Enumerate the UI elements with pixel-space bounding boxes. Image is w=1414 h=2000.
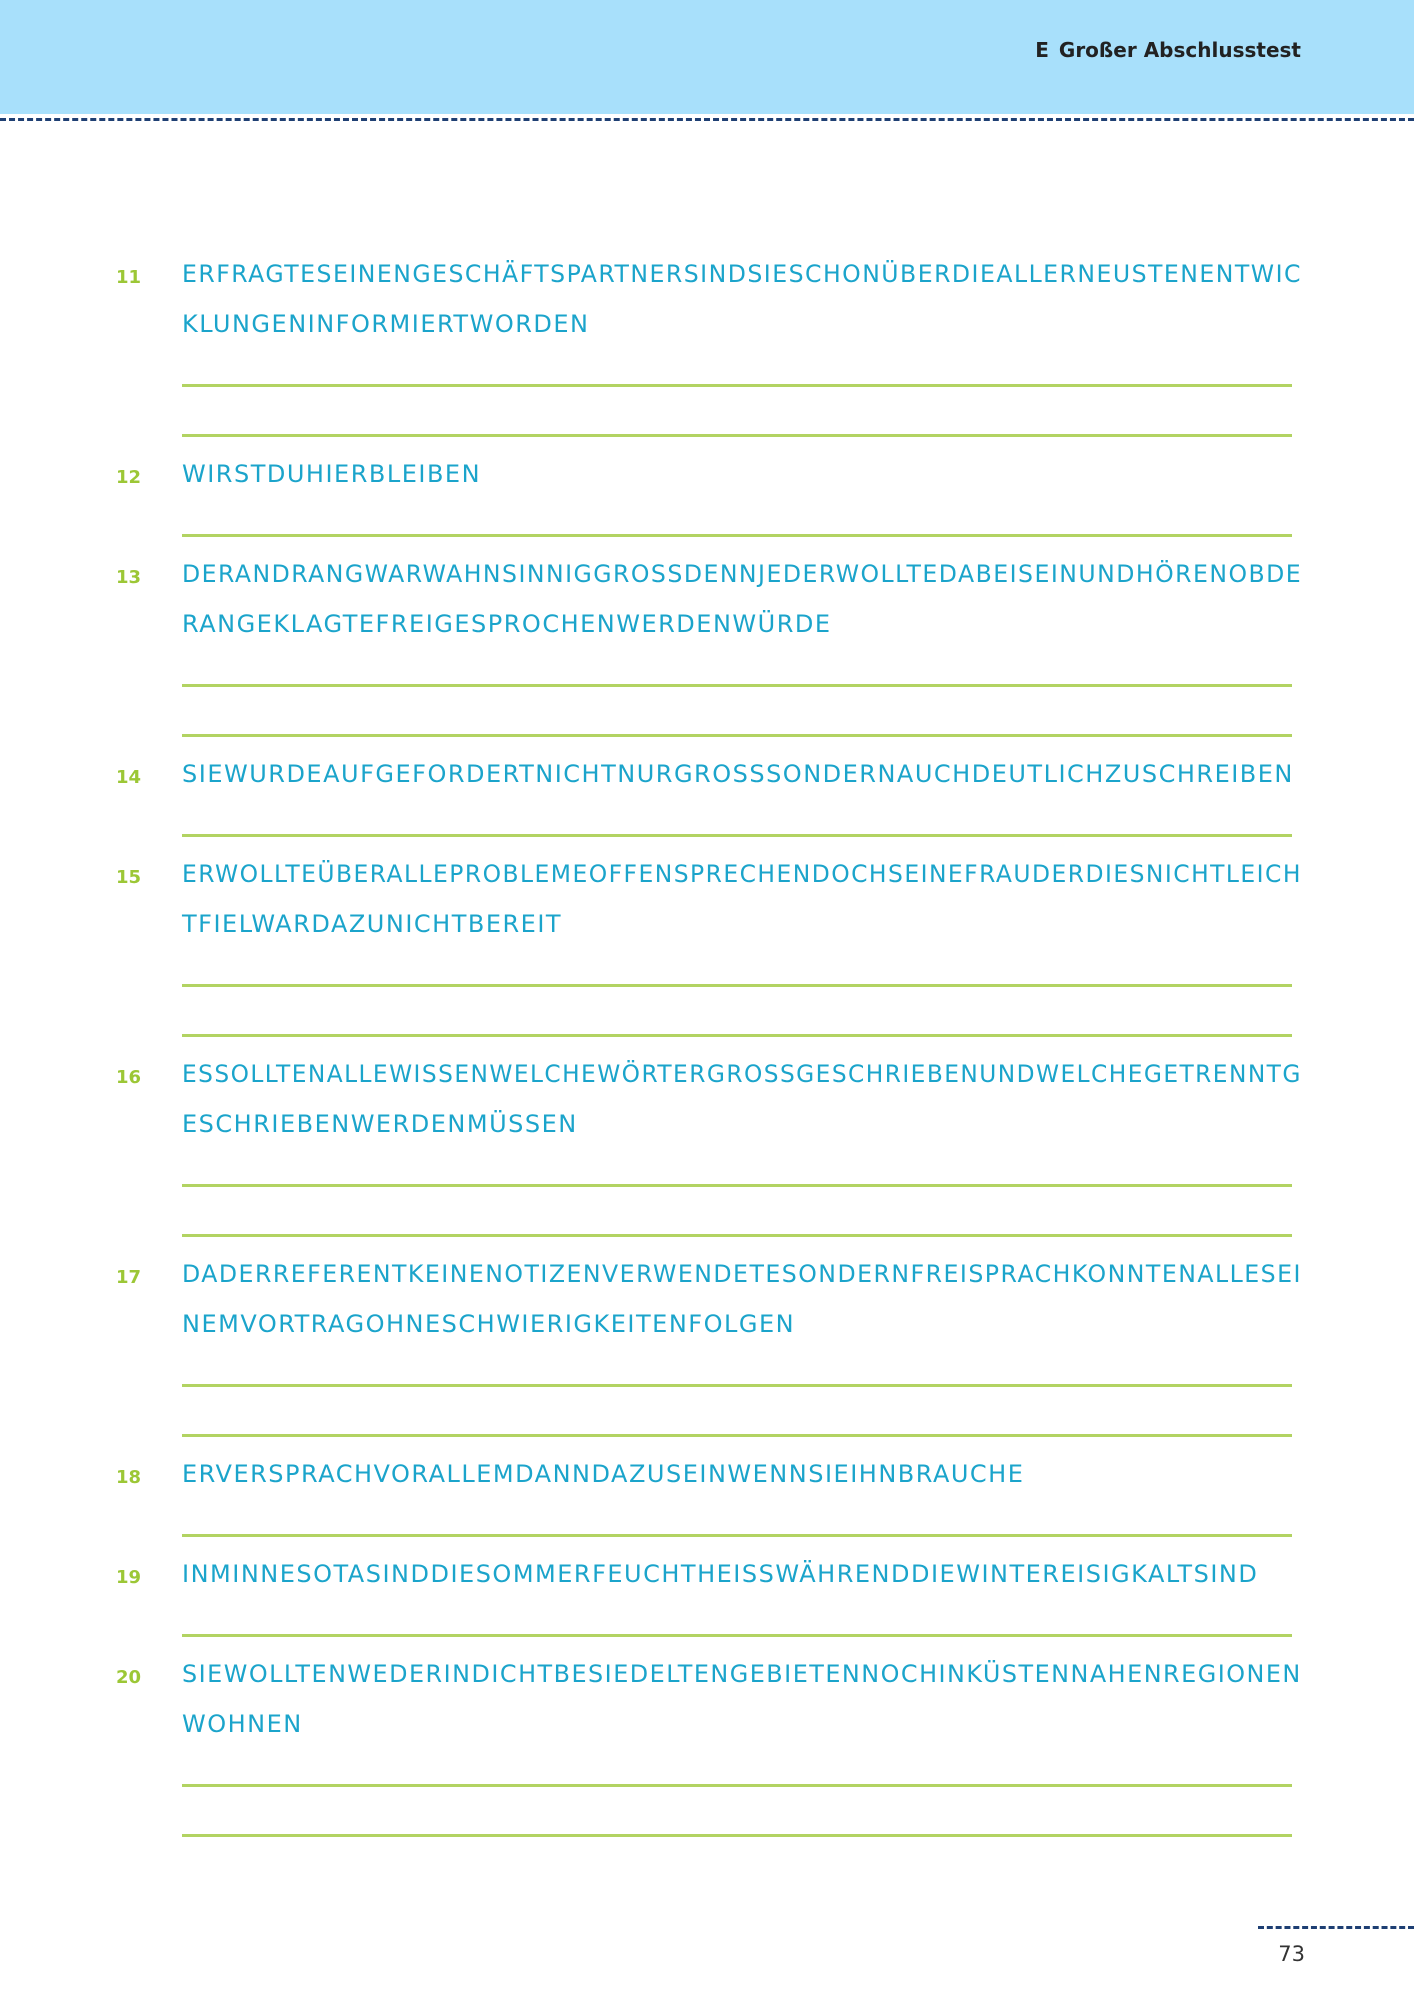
exercise-text-row (0, 302, 1414, 352)
footer-dashed-divider (1258, 1926, 1414, 1929)
section-letter: E (1035, 38, 1049, 62)
exercise-text-row (0, 1452, 1414, 1502)
exercise-letter-string: SIEWOLLTENWEDERINDICHTBESIEDELTENGEBIETENNOCHINKÜSTENNAHENREGIONEN (182, 1660, 1302, 1688)
answer-line[interactable] (0, 652, 1414, 702)
exercise-number: 12 (116, 467, 142, 488)
exercise-text-row (0, 1252, 1414, 1302)
exercise-letter-string: ERVERSPRACHVORALLEMDANNDAZUSEINWENNSIEIHNBRAUCHE (182, 1460, 1025, 1488)
exercise-item (0, 452, 1414, 552)
exercise-number: 20 (116, 1667, 142, 1688)
exercise-list (0, 252, 1414, 1852)
answer-line[interactable] (0, 1802, 1414, 1852)
answer-line[interactable] (0, 952, 1414, 1002)
page-number: 73 (1278, 1942, 1305, 1966)
exercise-letter-string: ESSOLLTENALLEWISSENWELCHEWÖRTERGROSSGESCHRIEBENUNDWELCHEGETRENNTG (182, 1060, 1302, 1088)
answer-line[interactable] (0, 1502, 1414, 1552)
exercise-item (0, 1252, 1414, 1452)
exercise-number: 11 (116, 267, 142, 288)
exercise-number: 13 (116, 567, 142, 588)
exercise-item (0, 1552, 1414, 1652)
exercise-text-row (0, 1552, 1414, 1602)
answer-line[interactable] (0, 702, 1414, 752)
exercise-item (0, 852, 1414, 1052)
answer-line[interactable] (0, 1602, 1414, 1652)
exercise-letter-string: ESCHRIEBENWERDENMÜSSEN (182, 1110, 578, 1138)
answer-line[interactable] (0, 1152, 1414, 1202)
exercise-item (0, 1452, 1414, 1552)
exercise-letter-string: SIEWURDEAUFGEFORDERTNICHTNURGROSSSONDERNAUCHDEUTLICHZUSCHREIBEN (182, 760, 1294, 788)
exercise-letter-string: DADERREFERENTKEINENOTIZENVERWENDETESONDERNFREISPRACHKONNTENALLESEI (182, 1260, 1302, 1288)
answer-line[interactable] (0, 1752, 1414, 1802)
exercise-text-row (0, 852, 1414, 902)
answer-line[interactable] (0, 1202, 1414, 1252)
exercise-letter-string: WOHNEN (182, 1710, 303, 1738)
exercise-text-row (0, 602, 1414, 652)
exercise-item (0, 252, 1414, 452)
exercise-letter-string: RANGEKLAGTEFREIGESPROCHENWERDENWÜRDE (182, 610, 832, 638)
exercise-number: 15 (116, 867, 142, 888)
answer-line[interactable] (0, 802, 1414, 852)
exercise-text-row (0, 452, 1414, 502)
header-band (0, 0, 1414, 114)
exercise-number: 16 (116, 1067, 142, 1088)
exercise-letter-string: TFIELWARDAZUNICHTBEREIT (182, 910, 563, 938)
exercise-letter-string: KLUNGENINFORMIERTWORDEN (182, 310, 590, 338)
exercise-item (0, 552, 1414, 752)
exercise-text-row (0, 1302, 1414, 1352)
exercise-text-row (0, 1702, 1414, 1752)
exercise-text-row (0, 552, 1414, 602)
exercise-letter-string: NEMVORTRAGOHNESCHWIERIGKEITENFOLGEN (182, 1310, 796, 1338)
answer-line[interactable] (0, 352, 1414, 402)
header-dashed-divider (0, 118, 1414, 121)
exercise-number: 19 (116, 1567, 142, 1588)
exercise-letter-string: DERANDRANGWARWAHNSINNIGGROSSDENNJEDERWOLLTEDABEISEINUNDHÖRENOBDE (182, 560, 1303, 588)
exercise-number: 18 (116, 1467, 142, 1488)
exercise-letter-string: WIRSTDUHIERBLEIBEN (182, 460, 482, 488)
exercise-text-row (0, 1652, 1414, 1702)
answer-line[interactable] (0, 1002, 1414, 1052)
section-title: Großer Abschlusstest (1058, 38, 1301, 62)
exercise-text-row (0, 752, 1414, 802)
answer-line[interactable] (0, 402, 1414, 452)
exercise-letter-string: INMINNESOTASINDDIESOMMERFEUCHTHEISSWÄHRENDDIEWINTEREISIGKALTSIND (182, 1560, 1259, 1588)
exercise-text-row (0, 1052, 1414, 1102)
answer-line[interactable] (0, 1402, 1414, 1452)
exercise-item (0, 1052, 1414, 1252)
answer-line[interactable] (0, 1352, 1414, 1402)
exercise-number: 17 (116, 1267, 142, 1288)
exercise-item (0, 752, 1414, 852)
exercise-text-row (0, 902, 1414, 952)
exercise-letter-string: ERWOLLTEÜBERALLEPROBLEMEOFFENSPRECHENDOCHSEINEFRAUDERDIESNICHTLEICH (182, 860, 1302, 888)
exercise-text-row (0, 252, 1414, 302)
exercise-letter-string: ERFRAGTESEINENGESCHÄFTSPARTNERSINDSIESCHONÜBERDIEALLERNEUSTENENTWIC (182, 260, 1302, 288)
exercise-text-row (0, 1102, 1414, 1152)
answer-line[interactable] (0, 502, 1414, 552)
section-header (1035, 38, 1301, 62)
exercise-item (0, 1652, 1414, 1852)
exercise-number: 14 (116, 767, 142, 788)
